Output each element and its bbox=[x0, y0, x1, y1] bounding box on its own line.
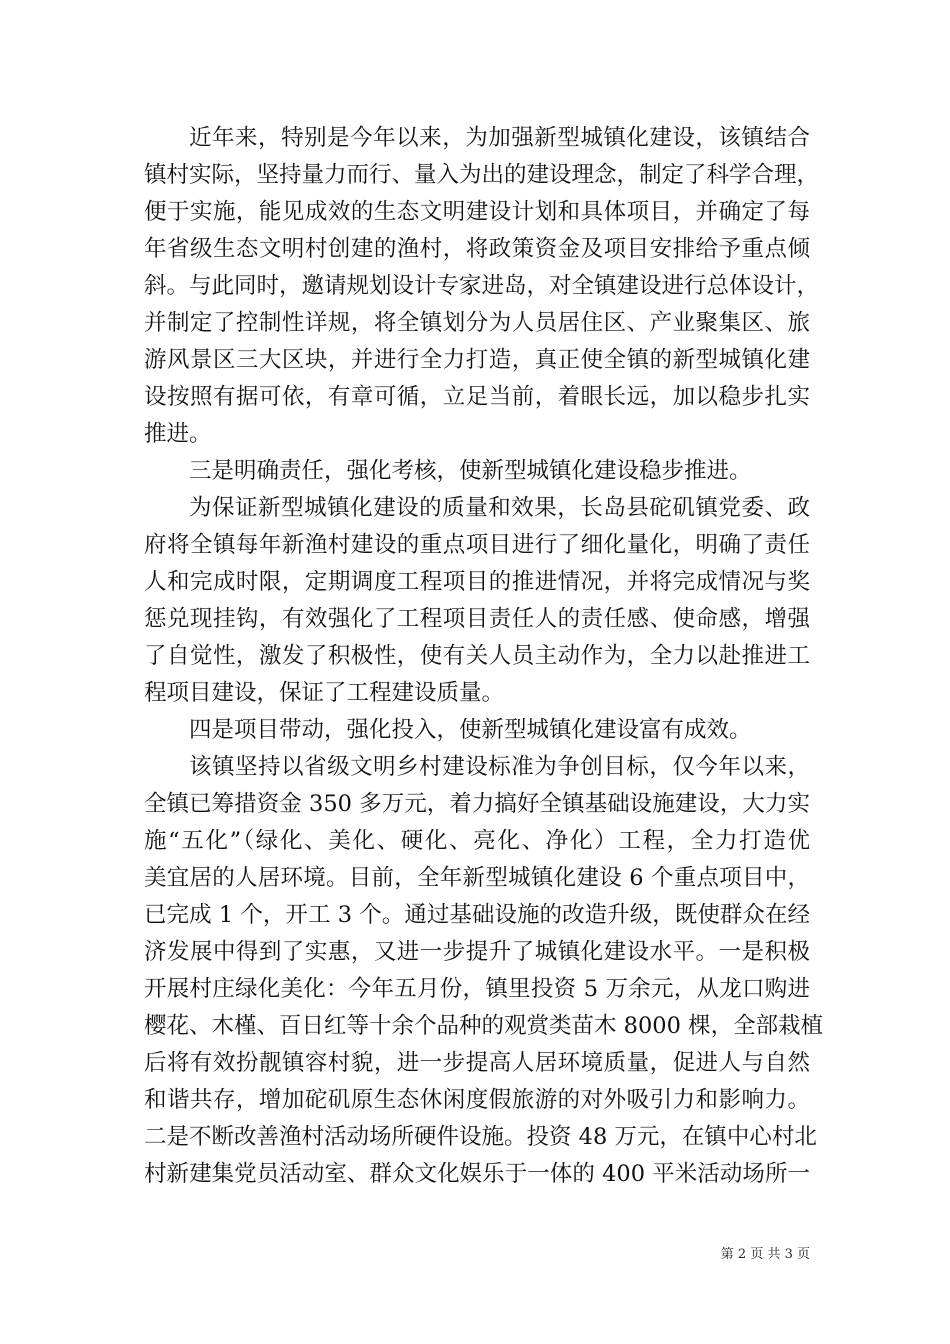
text-line: 年省级生态文明村创建的渔村，将政策资金及项目安排给予重点倾 bbox=[144, 236, 810, 262]
text-line: 为保证新型城镇化建设的质量和效果，长岛县砣矶镇党委、政 bbox=[189, 495, 810, 521]
text-line: 镇村实际，坚持量力而行、量入为出的建设理念，制定了科学合理， bbox=[144, 162, 820, 188]
text-line: 二是不断改善渔村活动场所硬件设施。投资 48 万元，在镇中心村北 bbox=[144, 1124, 817, 1150]
text-line: 村新建集党员活动室、群众文化娱乐于一体的 400 平米活动场所一 bbox=[144, 1161, 810, 1187]
text-line: 便于实施，能见成效的生态文明建设计划和具体项目，并确定了每 bbox=[144, 199, 810, 225]
section-heading: 三是明确责任，强化考核，使新型城镇化建设稳步推进。 bbox=[189, 458, 752, 484]
text-line: 施“五化”（绿化、美化、硬化、亮化、净化）工程，全力打造优 bbox=[144, 828, 810, 854]
text-line: 斜。与此同时，邀请规划设计专家进岛，对全镇建设进行总体设计， bbox=[144, 273, 820, 299]
section-heading: 四是项目带动，强化投入，使新型城镇化建设富有成效。 bbox=[189, 717, 752, 743]
text-line: 该镇坚持以省级文明乡村建设标准为争创目标，仅今年以来， bbox=[189, 754, 810, 780]
text-line: 并制定了控制性详规，将全镇划分为人员居住区、产业聚集区、旅 bbox=[144, 310, 810, 336]
paragraph bbox=[144, 749, 824, 1193]
paragraph bbox=[144, 490, 810, 712]
text-line: 了自觉性，激发了积极性，使有关人员主动作为，全力以赴推进工 bbox=[144, 643, 810, 669]
text-line: 府将全镇每年新渔村建设的重点项目进行了细化量化，明确了责任 bbox=[144, 532, 810, 558]
text-line: 已完成 1 个，开工 3 个。通过基础设施的改造升级，既使群众在经 bbox=[144, 902, 810, 928]
text-line: 程项目建设，保证了工程建设质量。 bbox=[144, 680, 505, 706]
text-line: 人和完成时限，定期调度工程项目的推进情况，并将完成情况与奖 bbox=[144, 569, 810, 595]
text-line: 惩兑现挂钩，有效强化了工程项目责任人的责任感、使命感，增强 bbox=[144, 606, 810, 632]
paragraph bbox=[144, 120, 820, 453]
text-line: 樱花、木槿、百日红等十余个品种的观赏类苗木 8000 棵，全部栽植 bbox=[144, 1013, 824, 1039]
text-line: 全镇已筹措资金 350 多万元，着力搞好全镇基础设施建设，大力实 bbox=[144, 791, 810, 817]
text-line: 游风景区三大区块，并进行全力打造，真正使全镇的新型城镇化建 bbox=[144, 347, 810, 373]
text-line: 和谐共存，增加砣矶原生态休闲度假旅游的对外吸引力和影响力。 bbox=[144, 1087, 810, 1113]
text-line: 推进。 bbox=[144, 421, 212, 447]
text-line: 开展村庄绿化美化：今年五月份，镇里投资 5 万余元，从龙口购进 bbox=[144, 976, 810, 1002]
text-line: 设按照有据可依，有章可循，立足当前，着眼长远，加以稳步扎实 bbox=[144, 384, 810, 410]
text-line: 后将有效扮靓镇容村貌，进一步提高人居环境质量，促进人与自然 bbox=[144, 1050, 810, 1076]
text-line: 济发展中得到了实惠，又进一步提升了城镇化建设水平。一是积极 bbox=[144, 939, 810, 965]
paragraph bbox=[144, 712, 810, 749]
document-body bbox=[144, 120, 824, 1193]
text-line: 近年来，特别是今年以来，为加强新型城镇化建设，该镇结合 bbox=[189, 125, 810, 151]
paragraph bbox=[144, 453, 810, 490]
text-line: 美宜居的人居环境。目前，全年新型城镇化建设 6 个重点项目中， bbox=[144, 865, 810, 891]
page-number: 第 2 页 共 3 页 bbox=[720, 1247, 810, 1262]
